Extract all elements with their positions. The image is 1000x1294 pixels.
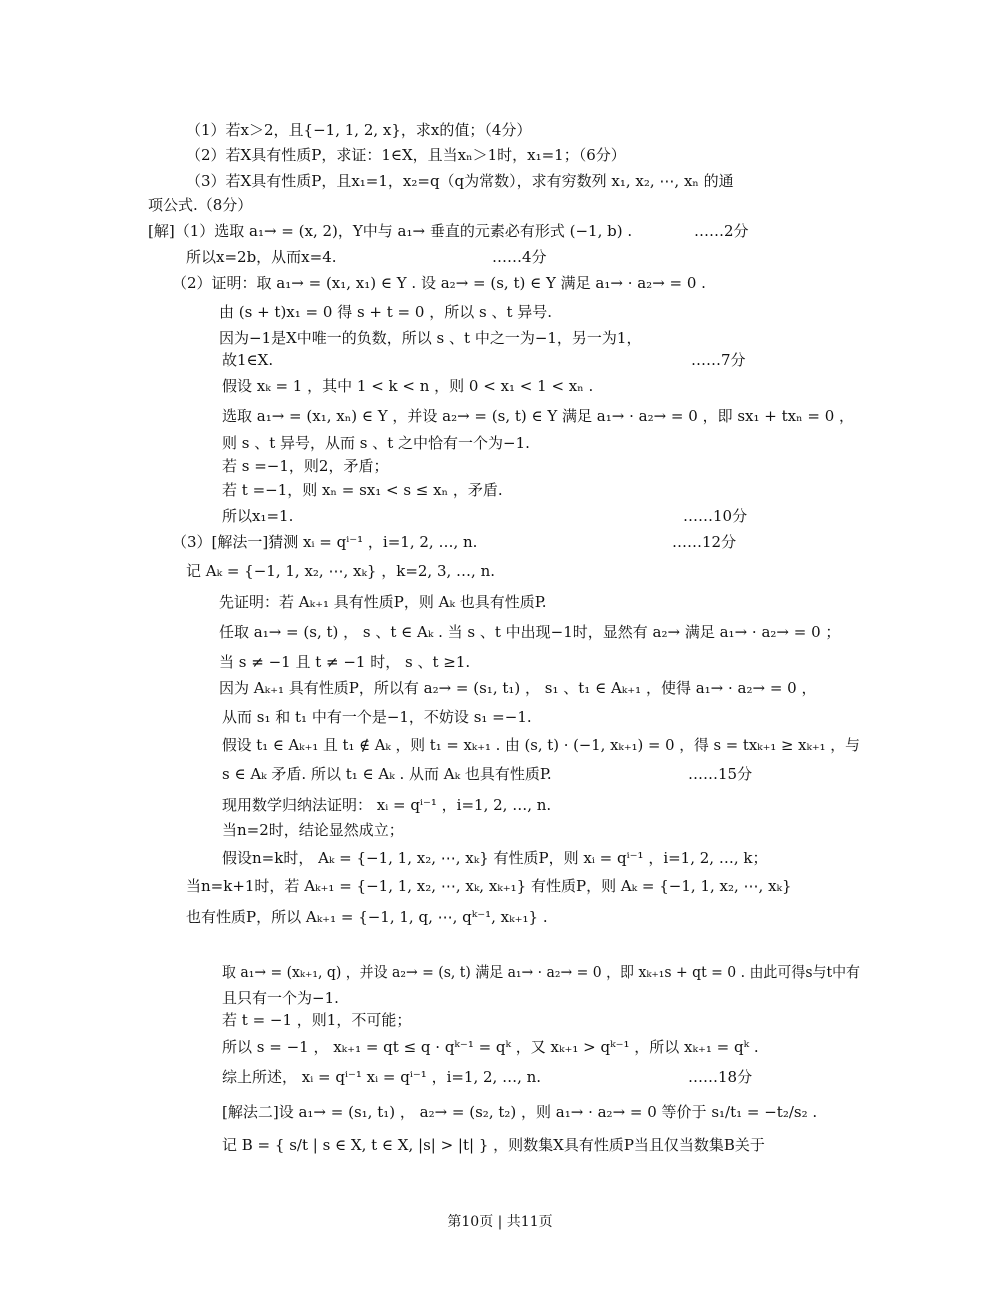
solution-part-3-line-16: 且只有一个为−1. [222,989,339,1007]
solution-part-3-line-17: 若 t = −1 ，则1，不可能； [222,1011,412,1029]
solution-part-2-line-7: 则 s 、t 异号，从而 s 、t 之中恰有一个为−1. [222,434,530,452]
solution-part-2-line-1: （2）证明：取 a₁→ = (x₁, x₁) ∈ Y . 设 a₂→ = (s, t) ∈ Y 满足 a₁→ · a₂→ = 0 . [172,274,706,292]
score-mark: ……15分 [688,765,753,783]
solution-part-2-line-10: 所以x₁=1. [222,507,294,525]
solution-part-2-line-8: 若 s =−1，则2，矛盾； [222,457,389,475]
solution-part-3-line-13: 当n=k+1时，若 Aₖ₊₁ = {−1, 1, x₂, ⋯, xₖ, xₖ₊₁} 有性质P，则 Aₖ = {−1, 1, x₂, ⋯, xₖ} [186,877,792,895]
solution-part-3-line-2: 记 Aₖ = {−1, 1, x₂, ⋯, xₖ} ，k=2, 3, …, n. [186,562,496,580]
solution-part-3-line-5: 当 s ≠ −1 且 t ≠ −1 时， s 、t ≥1. [219,653,471,671]
question-part-2: （2）若X具有性质P，求证：1∈X，且当xₙ＞1时，x₁=1；（6分） [186,146,626,164]
score-mark: ……4分 [492,248,547,266]
question-part-3: （3）若X具有性质P，且x₁=1，x₂=q（q为常数），求有穷数列 x₁, x₂, ⋯, xₙ 的通 [186,172,734,190]
solution-part-3-line-9: s ∈ Aₖ 矛盾. 所以 t₁ ∈ Aₖ . 从而 Aₖ 也具有性质P. [222,765,552,783]
score-mark: ……7分 [691,351,746,369]
solution-method-2-line-1: [解法二]设 a₁→ = (s₁, t₁) ， a₂→ = (s₂, t₂) ，则 a₁→ · a₂→ = 0 等价于 s₁/t₁ = −t₂/s₂ . [222,1103,818,1121]
solution-part-3-line-15: 取 a₁→ = (xₖ₊₁, q) ，并设 a₂→ = (s, t) 满足 a₁→ · a₂→ = 0 ，即 xₖ₊₁s + qt = 0 . 由此可得s与t中有 [222,963,860,981]
question-part-1: （1）若x＞2，且{−1, 1, 2, x}，求x的值；（4分） [186,121,532,139]
solution-part-2-line-3: 因为−1是X中唯一的负数，所以 s 、t 中之一为−1，另一为1， [219,329,642,347]
solution-part-1-line-1: [解]（1）选取 a₁→ = (x, 2)，Y中与 a₁→ 垂直的元素必有形式 (−1, b) . [148,222,633,240]
solution-part-3-line-7: 从而 s₁ 和 t₁ 中有一个是−1，不妨设 s₁ =−1. [222,708,532,726]
solution-part-3-line-8: 假设 t₁ ∈ Aₖ₊₁ 且 t₁ ∉ Aₖ ，则 t₁ = xₖ₊₁ . 由 (s, t) · (−1, xₖ₊₁) = 0 ，得 s = txₖ₊₁ ≥ xₖ₊₁ ，与 [222,736,860,754]
solution-part-3-line-10: 现用数学归纳法证明： xᵢ = qⁱ⁻¹ ，i=1, 2, …, n. [222,796,552,814]
solution-part-3-line-11: 当n=2时，结论显然成立； [222,821,404,839]
score-mark: ……10分 [683,507,748,525]
solution-part-2-line-4: 故1∈X. [222,351,274,369]
solution-part-2-line-6: 选取 a₁→ = (x₁, xₙ) ∈ Y ，并设 a₂→ = (s, t) ∈ Y 满足 a₁→ · a₂→ = 0 ，即 sx₁ + txₙ = 0 ， [222,407,855,425]
solution-method-2-line-2: 记 B = { s/t | s ∈ X, t ∈ X, |s| > |t| } ，则数集X具有性质P当且仅当数集B关于 [222,1136,765,1154]
solution-part-3-line-4: 任取 a₁→ = (s, t) ， s 、t ∈ Aₖ . 当 s 、t 中出现−1时，显然有 a₂→ 满足 a₁→ · a₂→ = 0 ； [219,623,841,641]
solution-part-3-line-1: （3）[解法一]猜测 xᵢ = qⁱ⁻¹ ，i=1, 2, …, n. [172,533,478,551]
solution-part-1-line-2: 所以x=2b，从而x=4. [186,248,337,266]
score-mark: ……2分 [694,222,749,240]
solution-part-2-line-2: 由 (s + t)x₁ = 0 得 s + t = 0 ，所以 s 、t 异号. [219,303,553,321]
page-footer: 第10页 | 共11页 [447,1214,553,1230]
solution-part-2-line-5: 假设 xₖ = 1 ，其中 1 < k < n ，则 0 < x₁ < 1 < xₙ . [222,377,594,395]
solution-part-3-line-18: 所以 s = −1 ， xₖ₊₁ = qt ≤ q · qᵏ⁻¹ = qᵏ ，又 xₖ₊₁ > qᵏ⁻¹ ，所以 xₖ₊₁ = qᵏ . [222,1038,759,1056]
question-part-3-continued: 项公式.（8分） [148,196,253,214]
solution-part-3-line-12: 假设n=k时， Aₖ = {−1, 1, x₂, ⋯, xₖ} 有性质P，则 xᵢ = qⁱ⁻¹ ，i=1, 2, …, k； [222,849,768,867]
solution-part-3-line-14: 也有性质P，所以 Aₖ₊₁ = {−1, 1, q, ⋯, qᵏ⁻¹, xₖ₊₁} . [186,908,548,926]
score-mark: ……12分 [672,533,737,551]
solution-part-3-line-19: 综上所述， xᵢ = qⁱ⁻¹ xᵢ = qⁱ⁻¹ ，i=1, 2, …, n. [222,1068,542,1086]
solution-part-3-line-3: 先证明：若 Aₖ₊₁ 具有性质P，则 Aₖ 也具有性质P. [219,593,547,611]
solution-part-2-line-9: 若 t =−1，则 xₙ = sx₁ < s ≤ xₙ ，矛盾. [222,481,503,499]
solution-part-3-line-6: 因为 Aₖ₊₁ 具有性质P，所以有 a₂→ = (s₁, t₁) ， s₁ 、t₁ ∈ Aₖ₊₁ ，使得 a₁→ · a₂→ = 0 ， [219,679,817,697]
score-mark: ……18分 [688,1068,753,1086]
